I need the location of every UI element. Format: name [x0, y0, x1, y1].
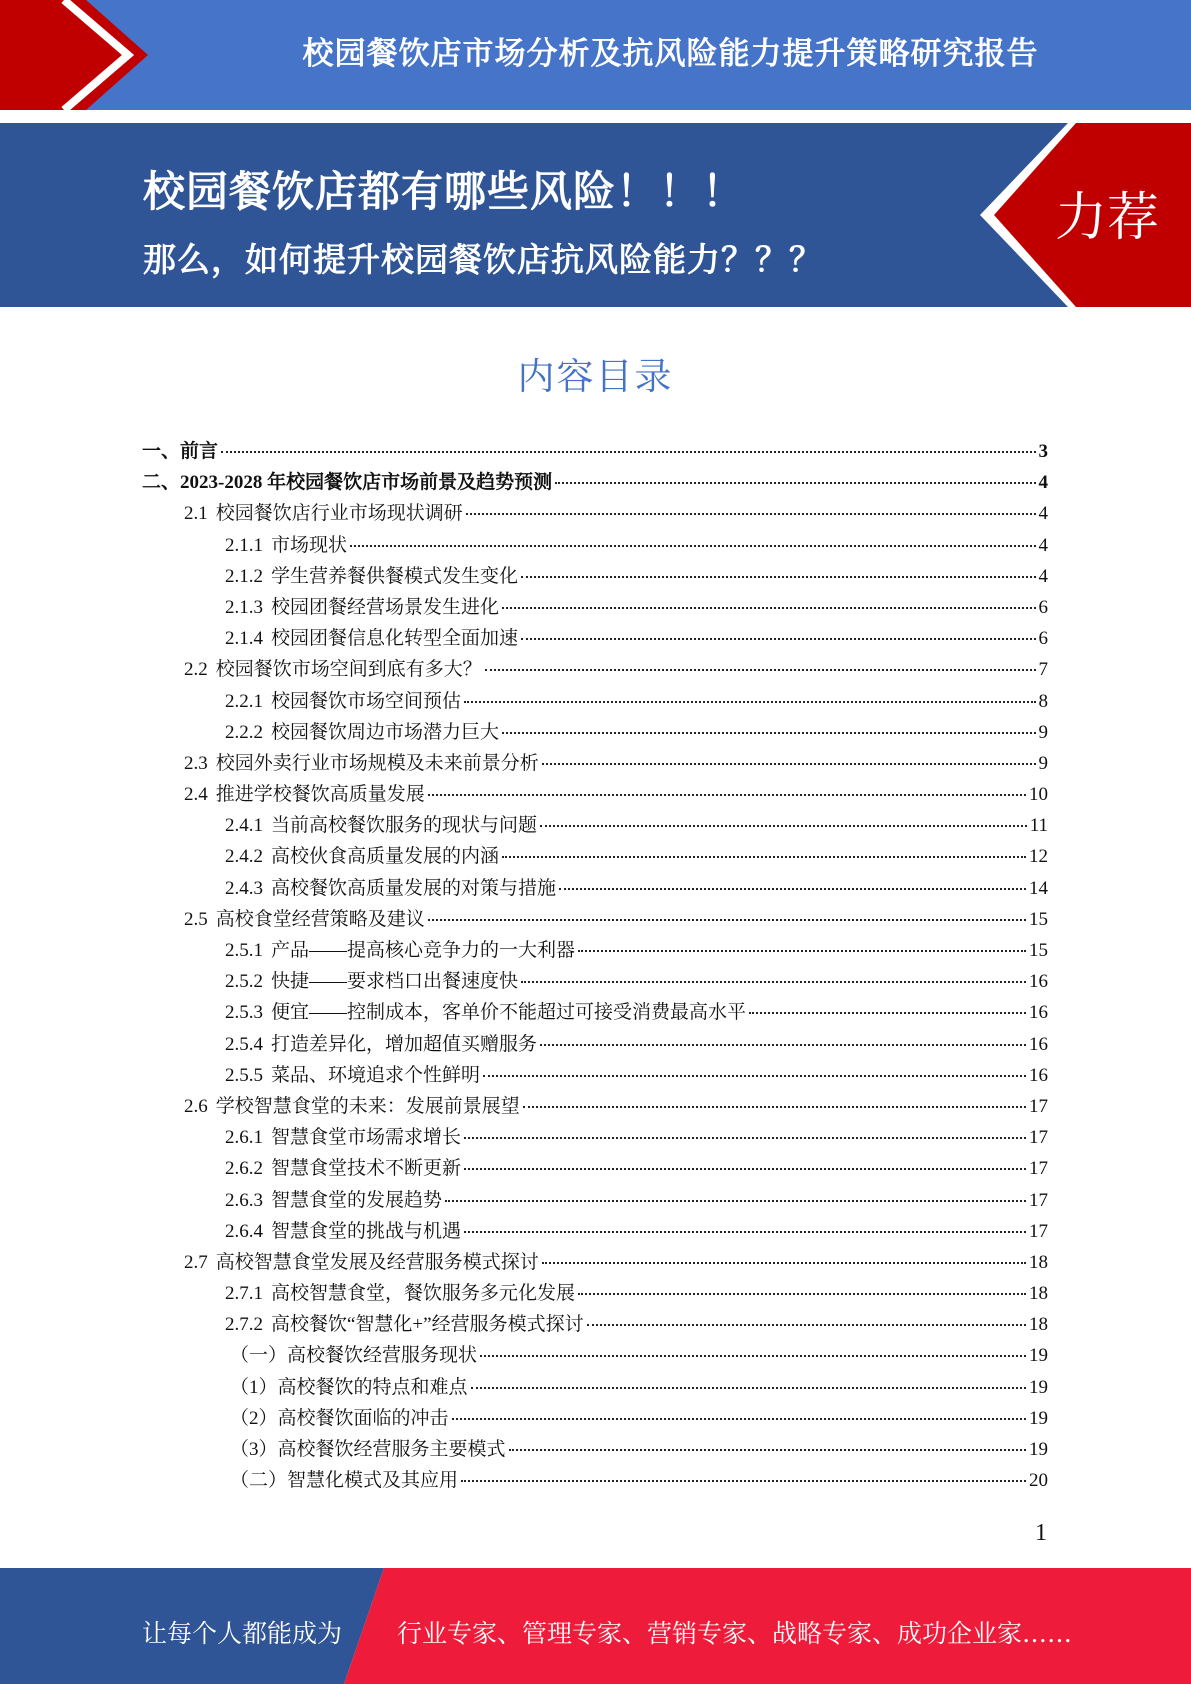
toc-title: 内容目录	[517, 355, 674, 398]
toc-entry-label: 打造差异化，增加超值买赠服务	[271, 1033, 538, 1055]
toc-entry[interactable]	[142, 1091, 1048, 1122]
toc-dot-leader	[471, 1387, 1026, 1389]
toc-entry-label: （1）高校餐饮的特点和难点	[230, 1376, 468, 1398]
toc-entry-label: 校园团餐信息化转型全面加速	[271, 628, 519, 650]
toc-dot-leader	[464, 1137, 1026, 1139]
toc-entry[interactable]	[142, 1122, 1048, 1153]
toc-entry-label: 校园餐饮市场空间预估	[271, 690, 462, 712]
toc-entry-number: 2.2.2	[225, 721, 263, 743]
page-number: 1	[1035, 1520, 1047, 1546]
toc-entry-page: 4	[1038, 503, 1048, 525]
toc-entry-label: 学校智慧食堂的未来：发展前景展望	[215, 1095, 520, 1117]
toc-entry-label: 高校智慧食堂发展及经营服务模式探讨	[215, 1251, 539, 1273]
toc-entry-page: 19	[1029, 1439, 1048, 1460]
toc-entry-label: 校园餐饮市场空间到底有多大？	[215, 659, 482, 681]
toc-entry-page: 17	[1029, 1220, 1048, 1242]
toc-dot-leader	[521, 638, 1035, 640]
toc-dot-leader	[464, 701, 1035, 703]
toc-entry-number: 2.4	[184, 784, 208, 806]
toc-entry-number: 2.5.5	[225, 1064, 263, 1086]
hero-subheadline: 那么，如何提升校园餐饮店抗风险能力？？？	[143, 240, 823, 279]
toc-entry-label: 高校食堂经营策略及建议	[215, 908, 425, 930]
toc-entry-page: 12	[1029, 846, 1048, 868]
toc-dot-leader	[509, 1449, 1026, 1451]
toc-entry[interactable]	[142, 530, 1048, 561]
toc-entry[interactable]	[142, 935, 1048, 966]
toc-entry[interactable]	[142, 436, 1048, 467]
toc-dot-leader	[485, 669, 1036, 671]
toc-entry-label: （二）智慧化模式及其应用	[230, 1470, 459, 1492]
toc-entry[interactable]	[142, 1403, 1048, 1434]
hero-band	[0, 123, 1191, 307]
toc-entry-label: 智慧食堂的挑战与机遇	[271, 1220, 462, 1242]
toc-dot-leader	[461, 1480, 1026, 1482]
toc-entry-number: 2.5	[184, 908, 208, 930]
toc-entry[interactable]	[142, 841, 1048, 872]
toc-entry[interactable]	[142, 1247, 1048, 1278]
toc-dot-leader	[502, 856, 1026, 858]
toc-entry-number: 2.1.4	[225, 628, 263, 650]
toc-entry-page: 17	[1029, 1189, 1048, 1211]
toc-entry-label: 菜品、环境追求个性鲜明	[271, 1064, 481, 1086]
toc-entry-page: 19	[1029, 1407, 1048, 1429]
toc-entry[interactable]	[142, 810, 1048, 841]
toc-entry-label: 市场现状	[271, 534, 348, 556]
toc-entry[interactable]	[142, 1278, 1048, 1309]
toc-entry-number: 2.1	[184, 503, 208, 525]
toc-entry-number: 2.6	[184, 1095, 208, 1117]
toc-entry-number: 2.5.1	[225, 940, 263, 961]
toc-dot-leader	[428, 794, 1026, 796]
toc-dot-leader	[587, 1324, 1026, 1326]
toc-entry-page: 16	[1029, 1002, 1048, 1024]
toc-entry-number: 2.1.2	[225, 565, 263, 587]
toc-dot-leader	[521, 981, 1026, 983]
toc-dot-leader	[452, 1418, 1026, 1420]
red-chevron-icon	[0, 0, 150, 110]
toc-entry[interactable]	[142, 1060, 1048, 1091]
toc-dot-leader	[578, 1293, 1026, 1295]
toc-entry-page: 18	[1029, 1251, 1048, 1273]
toc-entry-label: 高校餐饮“智慧化+”经营服务模式探讨	[271, 1314, 584, 1336]
toc-entry-number: 2.2	[184, 659, 208, 681]
toc-dot-leader	[578, 950, 1026, 952]
toc-entry[interactable]	[142, 1372, 1048, 1403]
top-banner	[0, 0, 1191, 110]
toc-entry-label: （一）高校餐饮经营服务现状	[230, 1345, 478, 1367]
toc-entry[interactable]	[142, 498, 1048, 529]
footer	[0, 1568, 1191, 1684]
toc-entry[interactable]	[142, 966, 1048, 997]
toc-entry-page: 3	[1038, 441, 1048, 462]
toc-entry-number: 2.6.2	[225, 1158, 263, 1180]
toc-entry[interactable]	[142, 561, 1048, 592]
toc-entry-label: 便宜——控制成本，客单价不能超过可接受消费最高水平	[271, 1002, 747, 1024]
toc-entry[interactable]	[142, 654, 1048, 685]
toc-entry[interactable]	[142, 779, 1048, 810]
toc-dot-leader	[555, 482, 1035, 484]
table-of-contents	[142, 436, 1048, 1496]
toc-entry-page: 8	[1038, 690, 1048, 712]
toc-entry-page: 15	[1029, 940, 1048, 961]
footer-slogan-right: 行业专家、管理专家、营销专家、战略专家、成功企业家……	[397, 1619, 1073, 1648]
toc-dot-leader	[749, 1012, 1026, 1014]
toc-entry-number: 2.4.1	[225, 815, 263, 837]
toc-entry-label: 校园团餐经营场景发生进化	[271, 596, 500, 618]
toc-entry[interactable]	[142, 717, 1048, 748]
toc-entry-label: 校园餐饮店行业市场现状调研	[215, 503, 463, 525]
toc-dot-leader	[502, 732, 1035, 734]
toc-entry-page: 17	[1029, 1127, 1048, 1149]
toc-dot-leader	[540, 825, 1027, 827]
toc-entry-number: 2.2.1	[225, 690, 263, 712]
toc-entry[interactable]	[142, 623, 1048, 654]
toc-entry-label: 一、前言	[142, 441, 219, 462]
toc-dot-leader	[542, 1262, 1026, 1264]
toc-entry[interactable]	[142, 904, 1048, 935]
toc-entry-page: 20	[1029, 1470, 1048, 1492]
toc-dot-leader	[464, 1231, 1026, 1233]
toc-entry-label: 高校伙食高质量发展的内涵	[271, 846, 500, 868]
toc-dot-leader	[483, 1075, 1026, 1077]
toc-entry-number: 2.3	[184, 752, 208, 774]
toc-entry-page: 4	[1038, 534, 1048, 556]
toc-entry-label: 校园外卖行业市场规模及未来前景分析	[215, 752, 539, 774]
toc-dot-leader	[523, 1106, 1026, 1108]
toc-entry-page: 11	[1029, 815, 1048, 837]
toc-dot-leader	[350, 545, 1035, 547]
toc-entry-number: 2.4.3	[225, 877, 263, 899]
toc-entry-page: 18	[1029, 1283, 1048, 1305]
toc-dot-leader	[466, 513, 1036, 515]
toc-entry-label: 二、2023-2028 年校园餐饮店市场前景及趋势预测	[142, 472, 553, 494]
toc-dot-leader	[502, 607, 1035, 609]
toc-entry-number: 2.6.1	[225, 1127, 263, 1149]
toc-entry[interactable]	[142, 1185, 1048, 1216]
toc-entry[interactable]	[142, 686, 1048, 717]
toc-entry-page: 16	[1029, 971, 1048, 993]
toc-entry-number: 2.6.4	[225, 1220, 263, 1242]
toc-entry-number: 2.1.3	[225, 596, 263, 618]
toc-entry-page: 4	[1038, 472, 1048, 494]
toc-entry-label: 当前高校餐饮服务的现状与问题	[271, 815, 538, 837]
toc-entry[interactable]	[142, 1153, 1048, 1184]
toc-entry[interactable]	[142, 1029, 1048, 1060]
toc-entry-label: 推进学校餐饮高质量发展	[215, 784, 425, 806]
toc-entry-page: 19	[1029, 1345, 1048, 1367]
hero-headline: 校园餐饮店都有哪些风险！！！	[143, 167, 746, 216]
toc-entry-page: 6	[1038, 596, 1048, 618]
toc-entry-page: 16	[1029, 1064, 1048, 1086]
toc-entry-number: 2.5.4	[225, 1033, 263, 1055]
toc-entry-page: 9	[1038, 721, 1048, 743]
toc-entry-number: 2.5.3	[225, 1002, 263, 1024]
toc-entry-page: 10	[1029, 784, 1048, 806]
toc-entry-number: 2.5.2	[225, 971, 263, 993]
toc-entry[interactable]	[142, 873, 1048, 904]
toc-entry-label: （3）高校餐饮经营服务主要模式	[230, 1439, 506, 1460]
toc-entry[interactable]	[142, 1434, 1048, 1465]
toc-entry-label: 学生营养餐供餐模式发生变化	[271, 565, 519, 587]
toc-entry-number: 2.7	[184, 1251, 208, 1273]
toc-entry-number: 2.4.2	[225, 846, 263, 868]
toc-entry-label: 快捷——要求档口出餐速度快	[271, 971, 519, 993]
toc-entry-page: 18	[1029, 1314, 1048, 1336]
toc-entry[interactable]	[142, 997, 1048, 1028]
toc-entry-label: 产品——提高核心竞争力的一大利器	[271, 940, 576, 961]
toc-dot-leader	[445, 1200, 1026, 1202]
toc-entry-label: 智慧食堂技术不断更新	[271, 1158, 462, 1180]
toc-entry-page: 19	[1029, 1376, 1048, 1398]
toc-entry-label: 校园餐饮周边市场潜力巨大	[271, 721, 500, 743]
toc-entry-label: 智慧食堂市场需求增长	[271, 1127, 462, 1149]
toc-dot-leader	[428, 919, 1026, 921]
toc-dot-leader	[221, 451, 1035, 453]
footer-slogan-left: 让每个人都能成为	[142, 1619, 343, 1648]
toc-entry[interactable]	[142, 467, 1048, 498]
toc-dot-leader	[542, 763, 1036, 765]
toc-entry-page: 14	[1029, 877, 1048, 899]
toc-entry-number: 2.1.1	[225, 534, 263, 556]
toc-entry-number: 2.7.1	[225, 1283, 263, 1305]
toc-entry-number: 2.7.2	[225, 1314, 263, 1336]
toc-entry-page: 4	[1038, 565, 1048, 587]
toc-entry-page: 15	[1029, 908, 1048, 930]
toc-entry-page: 6	[1038, 628, 1048, 650]
toc-entry-page: 7	[1038, 659, 1048, 681]
toc-dot-leader	[521, 576, 1035, 578]
toc-entry[interactable]	[142, 1340, 1048, 1371]
toc-entry[interactable]	[142, 1309, 1048, 1340]
toc-entry-number: 2.6.3	[225, 1189, 263, 1211]
toc-dot-leader	[480, 1355, 1026, 1357]
toc-entry-page: 17	[1029, 1158, 1048, 1180]
toc-entry[interactable]	[142, 592, 1048, 623]
toc-entry-label: 智慧食堂的发展趋势	[271, 1189, 443, 1211]
recommend-badge: 力荐	[1055, 188, 1160, 248]
report-title: 校园餐饮店市场分析及抗风险能力提升策略研究报告	[302, 35, 1039, 72]
toc-entry[interactable]	[142, 748, 1048, 779]
toc-entry-label: 高校餐饮高质量发展的对策与措施	[271, 877, 557, 899]
toc-entry-page: 16	[1029, 1033, 1048, 1055]
toc-entry[interactable]	[142, 1216, 1048, 1247]
toc-dot-leader	[464, 1168, 1026, 1170]
toc-entry[interactable]	[142, 1465, 1048, 1496]
toc-entry-page: 9	[1038, 752, 1048, 774]
toc-entry-page: 17	[1029, 1095, 1048, 1117]
toc-dot-leader	[540, 1044, 1026, 1046]
toc-dot-leader	[559, 888, 1026, 890]
toc-entry-label: 高校智慧食堂，餐饮服务多元化发展	[271, 1283, 576, 1305]
toc-entry-label: （2）高校餐饮面临的冲击	[230, 1407, 449, 1429]
